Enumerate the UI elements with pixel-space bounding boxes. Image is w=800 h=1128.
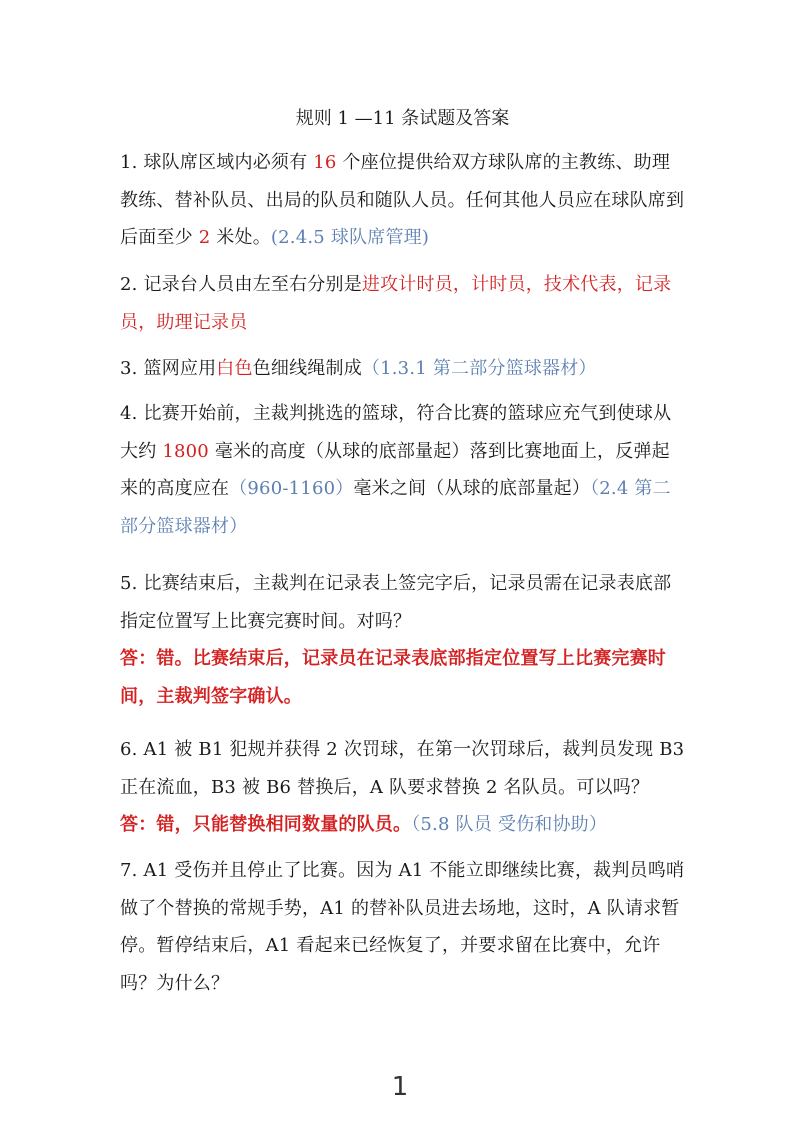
question-1: 1. 球队席区域内必须有 16 个座位提供给双方球队席的主教练、助理教练、替补队员、出局的队员和随队人员。任何其他人员应在球队席到后面至少 2 米处。(2.4.5 球队席管理) bbox=[120, 152, 685, 248]
question-7: 7. A1 受伤并且停止了比赛。因为 A1 不能立即继续比赛，裁判员鸣哨做了个替换的常规手势，A1 的替补队员进去场地，这时，A 队请求暂停。暂停结束后，A1 看起来已经恢复了，并要求留在比赛中，允许吗？为什么？ bbox=[120, 860, 685, 994]
page-number: 1 bbox=[391, 1072, 409, 1102]
question-6: 6. A1 被 B1 犯规并获得 2 次罚球，在第一次罚球后，裁判员发现 B3 正在流血，B3 被 B6 替换后，A 队要求替换 2 名队员。可以吗？ 答：错，只能替换相同数量的队员。（5.8 队员 受伤和协助） bbox=[120, 739, 685, 835]
answer-text: 答：错。比赛结束后，记录员在记录表底部指定位置写上比赛完赛时间，主裁判签字确认。 bbox=[120, 648, 666, 707]
question-4: 4. 比赛开始前，主裁判挑选的篮球，符合比赛的篮球应充气到使球从大约 1800 毫米的高度（从球的底部量起）落到比赛地面上，反弹起来的高度应在（960-1160）毫米之间（从球的底部量起）（2.4 第二部分篮球器材） bbox=[120, 403, 672, 537]
distance-value: 2 bbox=[198, 227, 211, 248]
answer-highlight: 白色 bbox=[216, 358, 253, 379]
question-2: 2. 记录台人员由左至右分别是进攻计时员，计时员，技术代表，记录员，助理记录员 bbox=[120, 274, 672, 333]
rule-reference: (2.4.5 球队席管理) bbox=[270, 227, 430, 248]
answer-text: 答：错，只能替换相同数量的队员。 bbox=[120, 814, 412, 835]
bounce-range: （960-1160） bbox=[229, 478, 354, 499]
rule-reference: （5.8 队员 受伤和协助） bbox=[411, 814, 608, 835]
rule-reference: （1.3.1 第二部分篮球器材） bbox=[361, 358, 597, 379]
document-title: 规则 1 —11 条试题及答案 bbox=[295, 108, 510, 129]
question-5: 5. 比赛结束后，主裁判在记录表上签完字后，记录员需在记录表底部指定位置写上比赛完赛时间。对吗？ 答：错。比赛结束后，记录员在记录表底部指定位置写上比赛完赛时间，主裁判签字确认。 bbox=[120, 565, 685, 715]
seat-count: 16 bbox=[313, 152, 337, 173]
rule-reference: （2.4 第二部分篮球器材） bbox=[120, 478, 671, 537]
question-3: 3. 篮网应用白色色细线绳制成（1.3.1 第二部分篮球器材） bbox=[120, 358, 597, 379]
answer-highlight: 进攻计时员，计时员，技术代表，记录员，助理记录员 bbox=[120, 274, 672, 333]
height-value: 1800 bbox=[162, 440, 209, 462]
